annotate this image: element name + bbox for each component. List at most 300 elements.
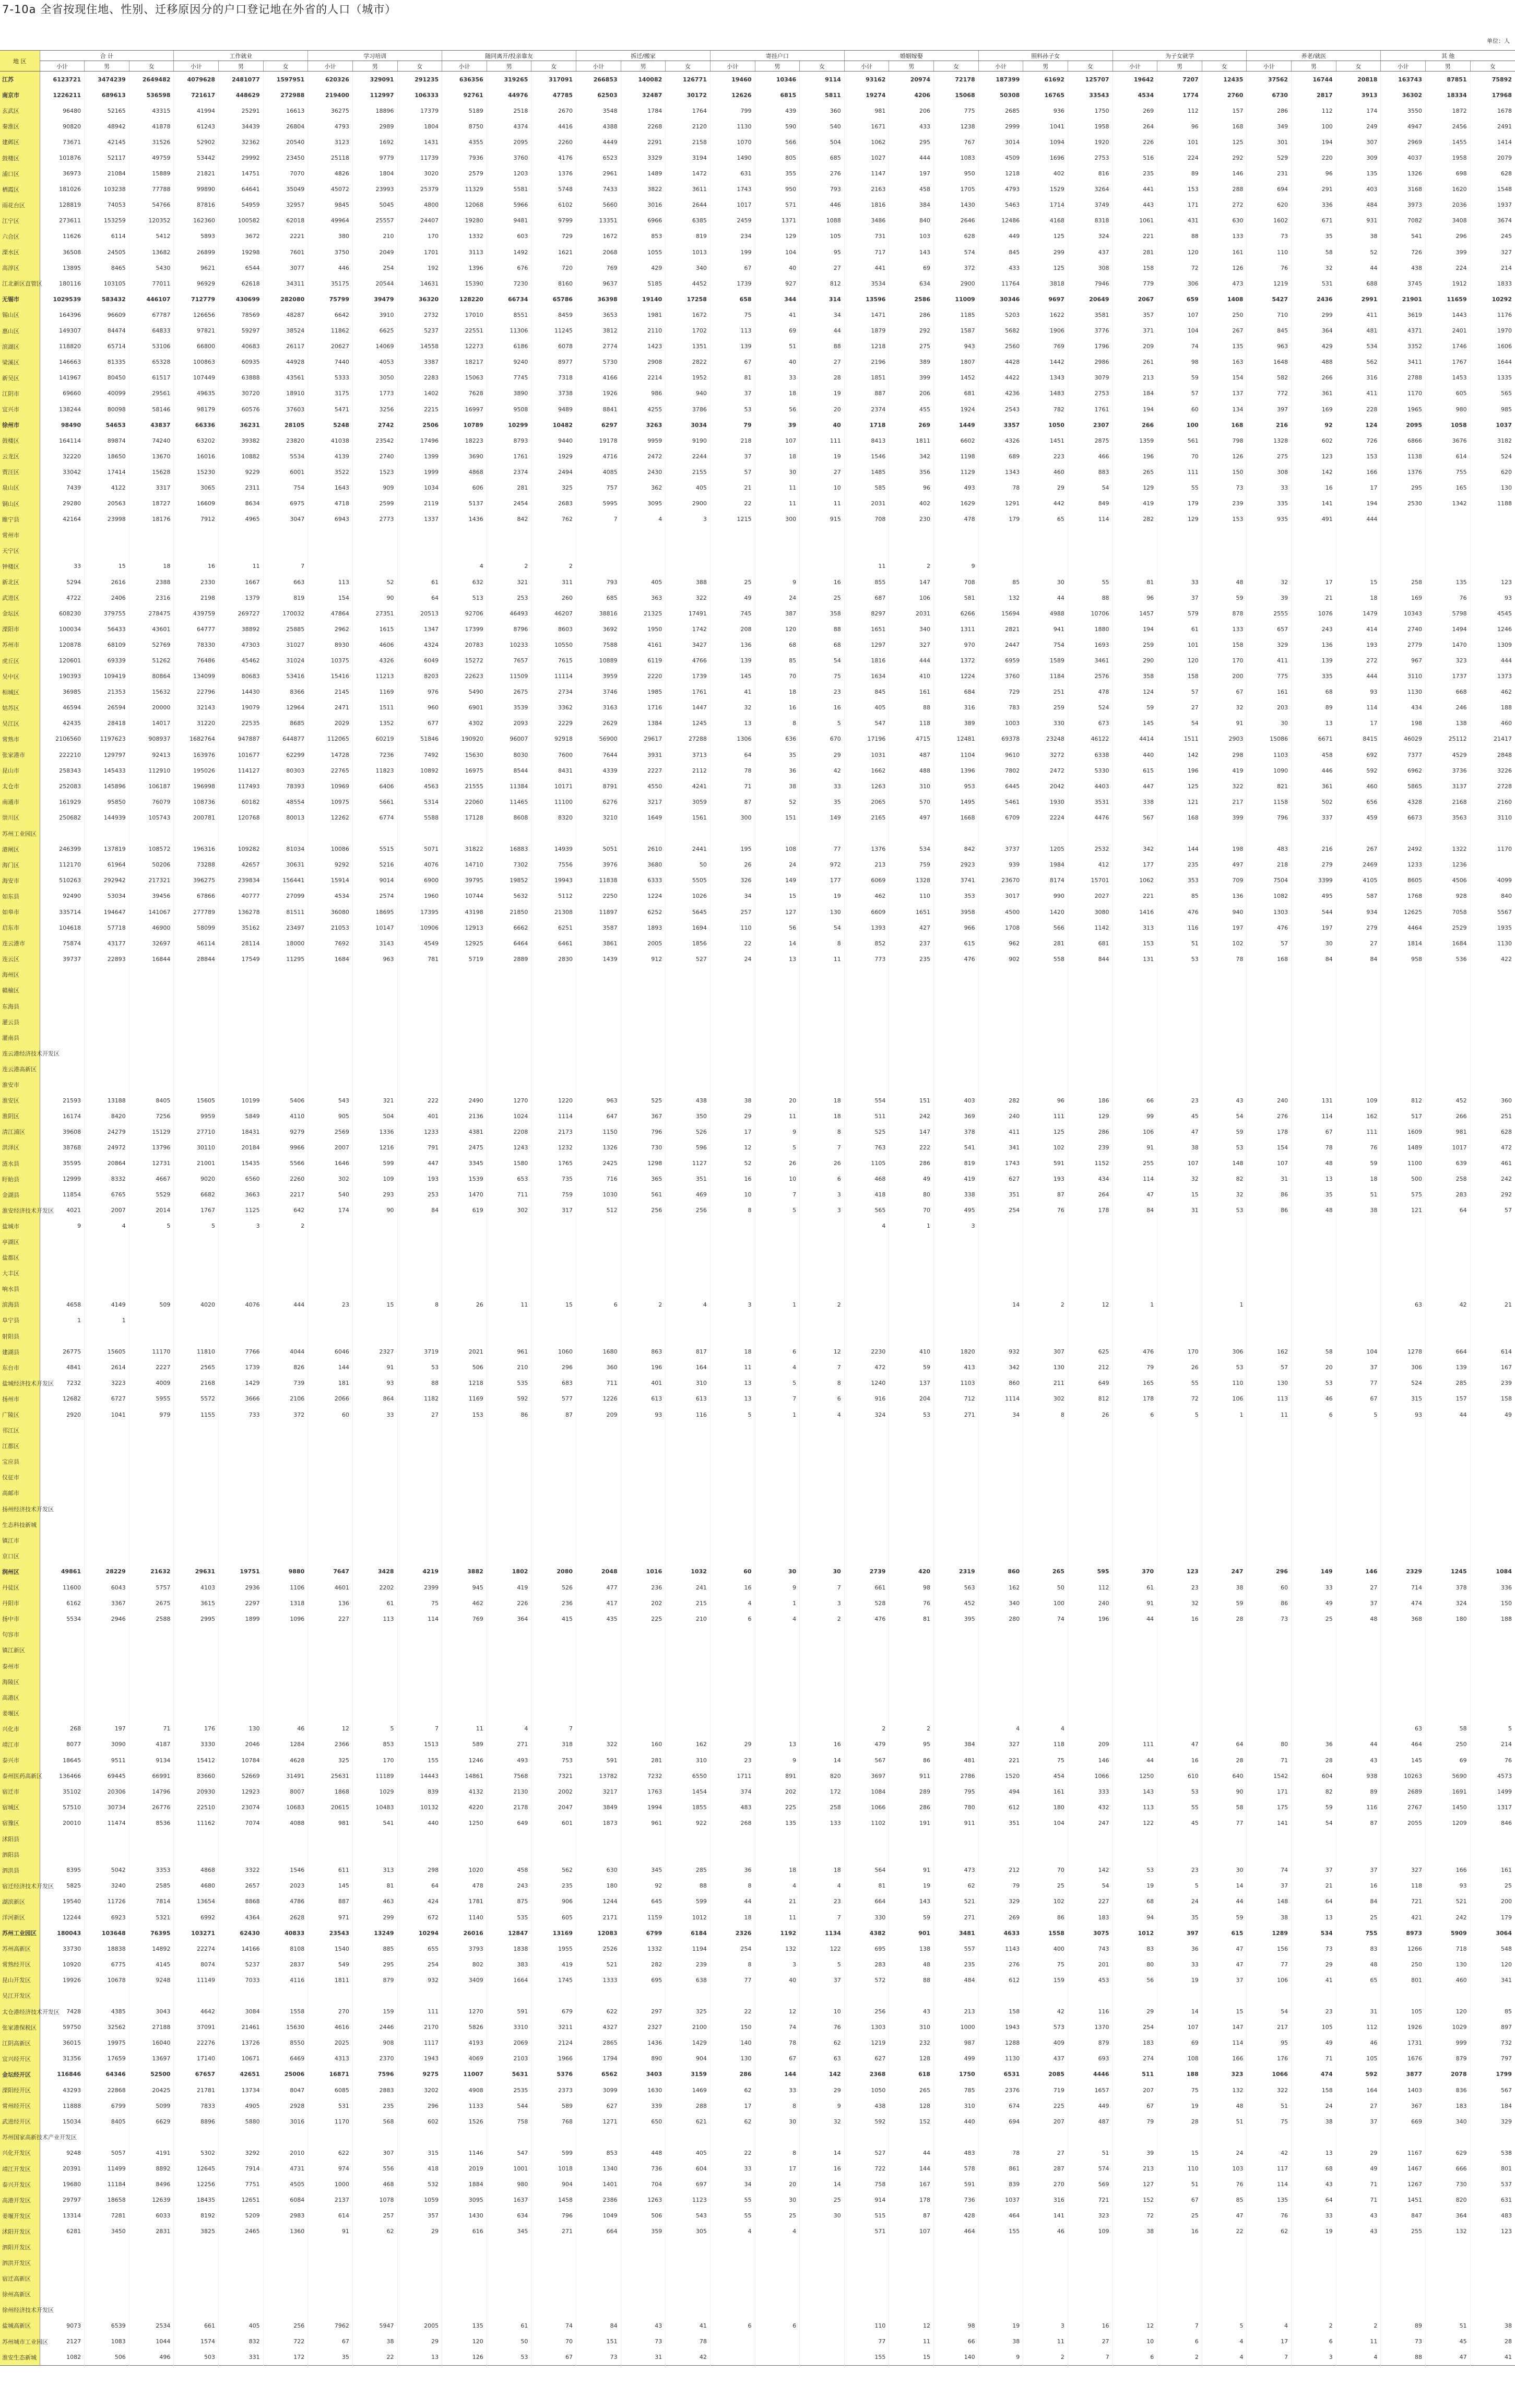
table-cell: 64641 bbox=[219, 182, 264, 197]
table-cell: 1667 bbox=[219, 574, 264, 590]
table-cell: 3017 bbox=[978, 888, 1023, 904]
table-cell: 3676 bbox=[1425, 433, 1470, 448]
table-cell: 345 bbox=[487, 2224, 531, 2239]
table-row bbox=[0, 2161, 1515, 2176]
table-row bbox=[0, 339, 1515, 354]
table-cell bbox=[889, 2129, 934, 2145]
table-cell bbox=[174, 1312, 219, 1328]
table-cell: 1123 bbox=[666, 2192, 711, 2208]
table-cell: 27 bbox=[1157, 700, 1202, 716]
table-cell: 6523 bbox=[576, 150, 621, 165]
table-cell: 1937 bbox=[1470, 197, 1515, 213]
table-cell: 1055 bbox=[621, 244, 666, 260]
table-cell: 50 bbox=[1023, 1580, 1068, 1595]
table-cell: 47 bbox=[1202, 2208, 1247, 2224]
table-cell: 1620 bbox=[1425, 182, 1470, 197]
table-cell: 620 bbox=[1470, 464, 1515, 480]
region-name: 江阴市 bbox=[0, 386, 40, 401]
table-cell: 8 bbox=[755, 716, 800, 731]
table-cell: 196 bbox=[1157, 763, 1202, 778]
table-cell bbox=[1292, 559, 1336, 574]
table-cell bbox=[1247, 1234, 1292, 1250]
table-cell: 37 bbox=[1336, 2114, 1381, 2129]
table-cell: 5203 bbox=[978, 307, 1023, 323]
table-cell: 17491 bbox=[666, 606, 711, 621]
table-cell: 497 bbox=[1202, 857, 1247, 873]
table-cell bbox=[666, 1061, 711, 1077]
table-cell: 8634 bbox=[219, 496, 264, 512]
table-cell: 8320 bbox=[531, 810, 576, 825]
table-cell bbox=[1425, 1831, 1470, 1847]
table-cell: 1423 bbox=[621, 339, 666, 354]
table-cell: 466 bbox=[1068, 448, 1112, 464]
table-cell: 26 bbox=[755, 1155, 800, 1171]
table-cell: 18695 bbox=[352, 904, 397, 920]
table-cell bbox=[1292, 1312, 1336, 1328]
table-cell bbox=[666, 1831, 711, 1847]
table-cell: 1037 bbox=[978, 2192, 1023, 2208]
table-cell: 1024 bbox=[487, 1108, 531, 1124]
table-cell: 1233 bbox=[1381, 857, 1426, 873]
table-cell: 15889 bbox=[129, 166, 174, 182]
table-cell: 1169 bbox=[442, 1391, 487, 1407]
table-cell: 1340 bbox=[576, 2161, 621, 2176]
table-cell: 49 bbox=[710, 590, 755, 606]
table-cell: 17549 bbox=[219, 951, 264, 967]
table-cell: 12682 bbox=[40, 1391, 85, 1407]
table-cell bbox=[978, 826, 1023, 841]
table-cell: 6266 bbox=[934, 606, 979, 621]
table-cell bbox=[85, 1705, 129, 1721]
table-cell: 13 bbox=[1292, 1909, 1336, 1925]
table-cell: 3786 bbox=[666, 401, 711, 417]
table-cell: 1807 bbox=[934, 354, 979, 370]
table-row bbox=[0, 1642, 1515, 1658]
table-cell: 170 bbox=[397, 229, 442, 244]
table-cell: 11149 bbox=[174, 1972, 219, 1988]
table-cell: 6774 bbox=[352, 810, 397, 825]
table-cell: 10147 bbox=[352, 920, 397, 935]
table-cell: 57 bbox=[710, 464, 755, 480]
table-cell: 6673 bbox=[1381, 810, 1426, 825]
table-cell: 110 bbox=[1247, 244, 1292, 260]
table-cell: 54 bbox=[800, 920, 845, 935]
table-cell: 194 bbox=[1292, 134, 1336, 150]
table-cell: 754 bbox=[1023, 637, 1068, 653]
table-cell: 2490 bbox=[442, 1093, 487, 1108]
table-cell bbox=[1470, 1061, 1515, 1077]
table-cell bbox=[576, 543, 621, 559]
table-cell: 878 bbox=[1202, 606, 1247, 621]
table-cell bbox=[934, 1533, 979, 1548]
table-cell: 40099 bbox=[85, 386, 129, 401]
table-cell: 47 bbox=[1157, 1737, 1202, 1752]
table-cell: 37 bbox=[1157, 590, 1202, 606]
table-cell bbox=[621, 2129, 666, 2145]
table-cell bbox=[308, 1548, 353, 1564]
table-cell: 8 bbox=[710, 1956, 755, 1972]
table-cell: 1267 bbox=[1381, 2177, 1426, 2192]
table-cell: 194 bbox=[1112, 401, 1157, 417]
table-cell: 7814 bbox=[129, 1894, 174, 1909]
table-cell bbox=[1068, 1674, 1112, 1690]
table-cell: 92 bbox=[621, 1878, 666, 1894]
table-cell: 102 bbox=[1023, 1140, 1068, 1155]
table-cell: 1408 bbox=[1202, 291, 1247, 307]
table-cell: 4505 bbox=[263, 2177, 308, 2192]
table-cell bbox=[1292, 1847, 1336, 1863]
table-cell: 3749 bbox=[1068, 197, 1112, 213]
table-cell: 1332 bbox=[442, 229, 487, 244]
table-cell: 544 bbox=[487, 2098, 531, 2114]
table-cell: 22 bbox=[1202, 2224, 1247, 2239]
table-cell: 8420 bbox=[85, 1108, 129, 1124]
table-cell bbox=[219, 2239, 264, 2255]
table-cell bbox=[576, 1438, 621, 1454]
table-cell: 20544 bbox=[352, 276, 397, 291]
table-row bbox=[0, 1108, 1515, 1124]
table-cell: 1134 bbox=[800, 1925, 845, 1941]
table-cell: 96609 bbox=[85, 307, 129, 323]
table-cell: 78 bbox=[1292, 1140, 1336, 1155]
table-cell: 1013 bbox=[666, 244, 711, 260]
table-cell: 8297 bbox=[844, 606, 889, 621]
table-cell: 440 bbox=[1112, 747, 1157, 763]
table-cell bbox=[576, 1721, 621, 1737]
table-cell: 2055 bbox=[1381, 1815, 1426, 1831]
table-cell bbox=[1381, 1988, 1426, 2003]
table-cell: 960 bbox=[397, 700, 442, 716]
table-cell: 38 bbox=[1336, 1203, 1381, 1218]
table-cell: 279 bbox=[1336, 920, 1381, 935]
table-cell: 35 bbox=[1157, 1909, 1202, 1925]
table-cell: 846 bbox=[1470, 1815, 1515, 1831]
table-cell bbox=[666, 1469, 711, 1485]
table-cell: 54 bbox=[1068, 480, 1112, 495]
table-cell: 1490 bbox=[710, 150, 755, 165]
table-cell bbox=[755, 1030, 800, 1046]
table-cell: 1017 bbox=[710, 197, 755, 213]
table-cell: 36 bbox=[755, 763, 800, 778]
table-cell: 5237 bbox=[219, 1956, 264, 1972]
table-cell: 7440 bbox=[308, 354, 353, 370]
table-cell bbox=[308, 527, 353, 543]
table-cell: 70 bbox=[1023, 1863, 1068, 1878]
table-cell bbox=[1247, 1265, 1292, 1281]
table-row bbox=[0, 1658, 1515, 1674]
table-cell bbox=[1381, 967, 1426, 982]
table-cell: 9799 bbox=[531, 213, 576, 229]
table-cell: 122 bbox=[1112, 1815, 1157, 1831]
table-cell: 310 bbox=[889, 2020, 934, 2035]
table-cell: 2574 bbox=[352, 888, 397, 904]
table-cell bbox=[40, 1847, 85, 1863]
table-cell: 464 bbox=[978, 2208, 1023, 2224]
table-cell: 717 bbox=[844, 244, 889, 260]
table-cell: 6560 bbox=[219, 1171, 264, 1187]
region-name: 常熟经开区 bbox=[0, 1956, 40, 1972]
table-cell: 194 bbox=[1112, 621, 1157, 637]
table-cell: 100 bbox=[1292, 118, 1336, 134]
table-cell: 162 bbox=[666, 1737, 711, 1752]
table-cell: 254 bbox=[352, 260, 397, 276]
table-cell: 3672 bbox=[219, 229, 264, 244]
table-cell bbox=[934, 1422, 979, 1438]
table-cell: 411 bbox=[1336, 386, 1381, 401]
table-cell: 444 bbox=[889, 653, 934, 668]
table-cell: 76 bbox=[1247, 260, 1292, 276]
table-cell: 37 bbox=[1247, 1878, 1292, 1894]
table-cell: 638 bbox=[666, 1972, 711, 1988]
table-cell bbox=[1247, 1485, 1292, 1501]
table-cell: 1224 bbox=[621, 888, 666, 904]
table-cell bbox=[1247, 1328, 1292, 1344]
table-cell: 434 bbox=[1381, 700, 1426, 716]
table-cell: 106333 bbox=[397, 87, 442, 103]
table-cell: 83660 bbox=[174, 1768, 219, 1784]
table-cell: 1702 bbox=[666, 323, 711, 339]
table-cell: 8 bbox=[710, 1203, 755, 1218]
table-cell: 7766 bbox=[219, 1344, 264, 1360]
table-cell bbox=[129, 1469, 174, 1485]
table-cell: 21417 bbox=[1470, 731, 1515, 747]
region-name: 赣榆区 bbox=[0, 982, 40, 998]
table-cell: 1034 bbox=[397, 480, 442, 495]
table-cell bbox=[40, 1674, 85, 1690]
table-cell: 217321 bbox=[129, 873, 174, 888]
table-cell: 22276 bbox=[174, 2035, 219, 2051]
table-cell bbox=[1381, 1485, 1426, 1501]
table-cell: 26117 bbox=[263, 339, 308, 354]
table-cell: 2670 bbox=[531, 103, 576, 118]
table-cell: 1037 bbox=[1470, 417, 1515, 433]
table-cell: 812 bbox=[800, 276, 845, 291]
table-cell: 845 bbox=[978, 244, 1023, 260]
table-cell: 136 bbox=[1292, 637, 1336, 653]
table-cell: 1182 bbox=[397, 1391, 442, 1407]
table-cell bbox=[219, 1077, 264, 1093]
table-cell: 271 bbox=[487, 1737, 531, 1752]
table-cell bbox=[219, 2129, 264, 2145]
table-cell: 12 bbox=[800, 1344, 845, 1360]
table-cell: 5690 bbox=[1425, 1768, 1470, 1784]
table-cell bbox=[487, 826, 531, 841]
table-cell: 275 bbox=[889, 339, 934, 354]
table-cell: 4446 bbox=[1068, 2067, 1112, 2082]
table-cell: 270 bbox=[308, 2004, 353, 2020]
table-cell bbox=[1336, 1046, 1381, 1061]
table-cell: 561 bbox=[621, 1187, 666, 1203]
table-cell: 6251 bbox=[531, 920, 576, 935]
table-cell bbox=[755, 1988, 800, 2003]
table-cell: 77011 bbox=[129, 276, 174, 291]
table-cell: 2454 bbox=[487, 496, 531, 512]
table-cell: 791 bbox=[397, 1140, 442, 1155]
table-cell: 2137 bbox=[308, 2192, 353, 2208]
table-cell: 819 bbox=[666, 229, 711, 244]
table-cell: 16 bbox=[800, 574, 845, 590]
table-cell bbox=[621, 527, 666, 543]
table-cell bbox=[710, 1438, 755, 1454]
table-cell: 5757 bbox=[129, 1580, 174, 1595]
table-cell: 38 bbox=[1157, 1140, 1202, 1155]
table-cell: 12486 bbox=[978, 213, 1023, 229]
table-cell: 1449 bbox=[934, 417, 979, 433]
table-cell: 1376 bbox=[844, 841, 889, 857]
table-cell bbox=[442, 1642, 487, 1658]
table-cell: 324 bbox=[1068, 229, 1112, 244]
table-cell: 45 bbox=[1157, 1108, 1202, 1124]
table-cell: 479 bbox=[844, 1737, 889, 1752]
table-cell: 852 bbox=[844, 935, 889, 951]
table-cell: 2019 bbox=[442, 2161, 487, 2176]
table-cell: 476 bbox=[1247, 920, 1292, 935]
table-cell: 221 bbox=[1112, 229, 1157, 244]
table-cell bbox=[174, 2286, 219, 2302]
region-name: 锡山区 bbox=[0, 307, 40, 323]
table-cell: 15 bbox=[352, 1297, 397, 1312]
table-cell: 2106 bbox=[263, 1391, 308, 1407]
table-cell bbox=[1292, 1234, 1336, 1250]
table-cell: 33042 bbox=[40, 464, 85, 480]
table-cell: 194647 bbox=[85, 904, 129, 920]
table-cell: 1513 bbox=[397, 1737, 442, 1752]
table-cell: 369 bbox=[934, 1108, 979, 1124]
table-cell: 54 bbox=[1247, 2004, 1292, 2020]
table-cell: 10975 bbox=[308, 794, 353, 810]
region-name: 浦口区 bbox=[0, 166, 40, 182]
table-cell: 178 bbox=[1068, 1203, 1112, 1218]
table-cell: 397 bbox=[1157, 1925, 1202, 1941]
table-cell: 1084 bbox=[1470, 1564, 1515, 1580]
table-cell: 166 bbox=[1336, 464, 1381, 480]
table-cell bbox=[1023, 2255, 1068, 2271]
table-cell bbox=[621, 826, 666, 841]
table-cell: 427 bbox=[889, 920, 934, 935]
table-cell: 29280 bbox=[40, 496, 85, 512]
table-cell bbox=[85, 2286, 129, 2302]
table-cell bbox=[1112, 1438, 1157, 1454]
table-cell: 3095 bbox=[442, 2192, 487, 2208]
table-cell: 6 bbox=[1292, 1407, 1336, 1422]
table-cell: 6046 bbox=[308, 1344, 353, 1360]
table-cell: 2010 bbox=[263, 2145, 308, 2161]
table-cell: 3738 bbox=[531, 386, 576, 401]
table-cell: 1718 bbox=[844, 417, 889, 433]
table-cell bbox=[978, 1642, 1023, 1658]
table-cell bbox=[397, 527, 442, 543]
table-cell: 16609 bbox=[174, 496, 219, 512]
table-row bbox=[0, 2020, 1515, 2035]
table-cell: 1114 bbox=[978, 1391, 1023, 1407]
table-cell: 236 bbox=[621, 1580, 666, 1595]
table-cell: 388 bbox=[666, 574, 711, 590]
table-cell: 2373 bbox=[531, 2082, 576, 2098]
table-cell: 309 bbox=[1336, 150, 1381, 165]
table-cell: 379755 bbox=[85, 606, 129, 621]
table-cell bbox=[710, 1328, 755, 1344]
table-cell: 1336 bbox=[352, 1124, 397, 1140]
table-cell bbox=[934, 1328, 979, 1344]
table-cell: 12244 bbox=[40, 1909, 85, 1925]
table-cell bbox=[934, 2255, 979, 2271]
table-cell: 281 bbox=[1112, 244, 1157, 260]
table-cell: 1012 bbox=[1112, 1925, 1157, 1941]
table-cell: 4371 bbox=[1381, 323, 1426, 339]
table-cell: 75874 bbox=[40, 935, 85, 951]
table-cell bbox=[1157, 982, 1202, 998]
table-cell: 350 bbox=[666, 1108, 711, 1124]
table-cell: 128 bbox=[889, 2098, 934, 2114]
table-cell bbox=[1112, 1988, 1157, 2003]
table-cell: 32143 bbox=[174, 700, 219, 716]
table-cell bbox=[352, 2286, 397, 2302]
region-name: 泰兴开发区 bbox=[0, 2177, 40, 2192]
table-cell: 565 bbox=[844, 1203, 889, 1218]
table-cell: 1026 bbox=[666, 888, 711, 904]
table-row bbox=[0, 1768, 1515, 1784]
table-cell: 63888 bbox=[219, 370, 264, 386]
sub-header: 女 bbox=[934, 61, 979, 72]
table-cell: 129 bbox=[1068, 1108, 1112, 1124]
table-cell: 267 bbox=[1336, 841, 1381, 857]
table-cell: 4722 bbox=[40, 590, 85, 606]
table-cell: 1796 bbox=[1068, 339, 1112, 354]
table-cell: 527 bbox=[844, 2145, 889, 2161]
table-cell bbox=[1470, 967, 1515, 982]
table-cell: 444 bbox=[1336, 512, 1381, 527]
region-name: 宜兴经开区 bbox=[0, 2051, 40, 2067]
table-cell: 3175 bbox=[308, 386, 353, 401]
table-cell: 5248 bbox=[308, 417, 353, 433]
table-cell: 1103 bbox=[934, 1375, 979, 1391]
table-row bbox=[0, 1046, 1515, 1061]
table-cell: 11 bbox=[755, 1909, 800, 1925]
table-cell: 91 bbox=[352, 1360, 397, 1375]
table-cell bbox=[308, 982, 353, 998]
table-cell: 938 bbox=[1336, 1768, 1381, 1784]
table-cell: 7657 bbox=[487, 653, 531, 668]
table-cell: 142 bbox=[800, 2067, 845, 2082]
table-cell: 80 bbox=[1247, 1737, 1292, 1752]
table-cell bbox=[889, 1533, 934, 1548]
table-cell: 525 bbox=[844, 1124, 889, 1140]
table-cell: 105 bbox=[1336, 2051, 1381, 2067]
table-cell: 476 bbox=[1157, 904, 1202, 920]
table-row bbox=[0, 2051, 1515, 2067]
table-cell: 12923 bbox=[219, 1784, 264, 1799]
group-header: 婚姻嫁娶 bbox=[844, 51, 978, 61]
table-cell bbox=[1112, 1674, 1157, 1690]
table-cell bbox=[174, 1250, 219, 1265]
table-cell: 3317 bbox=[129, 480, 174, 495]
table-cell: 708 bbox=[844, 512, 889, 527]
table-cell: 93162 bbox=[844, 72, 889, 88]
table-cell: 532 bbox=[397, 2177, 442, 2192]
table-cell: 2441 bbox=[666, 841, 711, 857]
region-name: 溧阳经开区 bbox=[0, 2082, 40, 2098]
table-cell bbox=[576, 982, 621, 998]
table-cell: 710 bbox=[1247, 307, 1292, 323]
table-cell: 20 bbox=[800, 401, 845, 417]
table-cell: 9229 bbox=[219, 464, 264, 480]
table-cell: 8841 bbox=[576, 401, 621, 417]
table-cell: 1684 bbox=[308, 951, 353, 967]
table-cell bbox=[1470, 1438, 1515, 1454]
table-cell bbox=[1068, 2239, 1112, 2255]
table-row bbox=[0, 1533, 1515, 1548]
table-cell: 9610 bbox=[978, 747, 1023, 763]
